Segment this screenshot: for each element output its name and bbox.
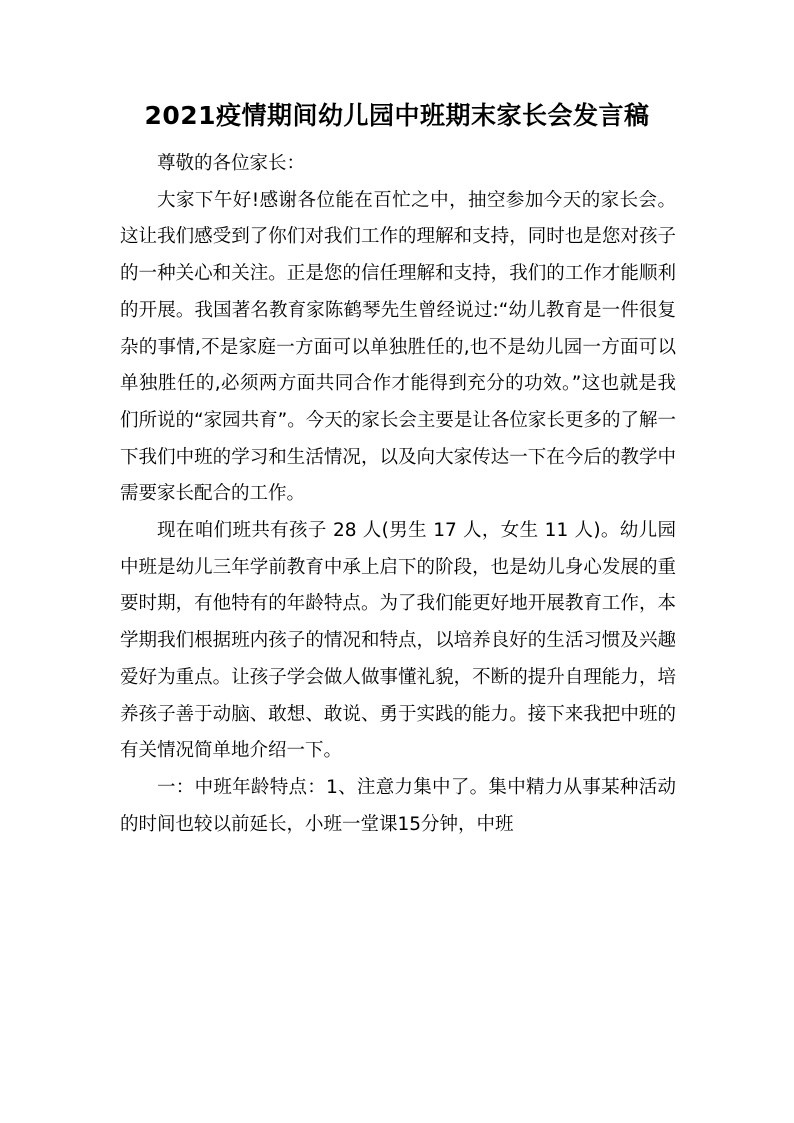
document-title: 2021疫情期间幼儿园中班期末家长会发言稿 — [144, 101, 650, 130]
document-body — [120, 146, 676, 843]
salutation-paragraph: 尊敬的各位家长： — [157, 153, 306, 174]
body-paragraph-class-overview: 现在咱们班共有孩子 28 人(男生 17 人，女生 11 人)。幼儿园中班是幼儿三年学前教育中承上启下的阶段，也是幼儿身心发展的重要时期，有他特有的年龄特点。为了我们能更好地开展教育工作，本学期我们根据班内孩子的情况和特点，以培养良好的生活习惯及兴趣爱好为重点。让孩子学会做人做事懂礼貌，不断的提升自理能力，培养孩子善于动脑、敢想、敢说、勇于实践的能力。接下来我把中班的有关情况简单地介绍一下。 — [120, 520, 676, 762]
body-paragraph-age-characteristics: 一：中班年龄特点：1、注意力集中了。集中精力从事某种活动的时间也较以前延长，小班一堂课15分钟，中班 — [120, 776, 676, 835]
body-paragraph-greeting: 大家下午好!感谢各位能在百忙之中，抽空参加今天的家长会。这让我们感受到了你们对我们工作的理解和支持，同时也是您对孩子的一种关心和关注。正是您的信任理解和支持，我们的工作才能顺利的开展。我国著名教育家陈鹤琴先生曾经说过:“幼儿教育是一件很复杂的事情,不是家庭一方面可以单独胜任的,也不是幼儿园一方面可以单独胜任的,必须两方面共同合作才能得到充分的功效。”这也就是我们所说的“家园共育”。今天的家长会主要是让各位家长更多的了解一下我们中班的学习和生活情况，以及向大家传达一下在今后的教学中需要家长配合的工作。 — [120, 189, 676, 505]
